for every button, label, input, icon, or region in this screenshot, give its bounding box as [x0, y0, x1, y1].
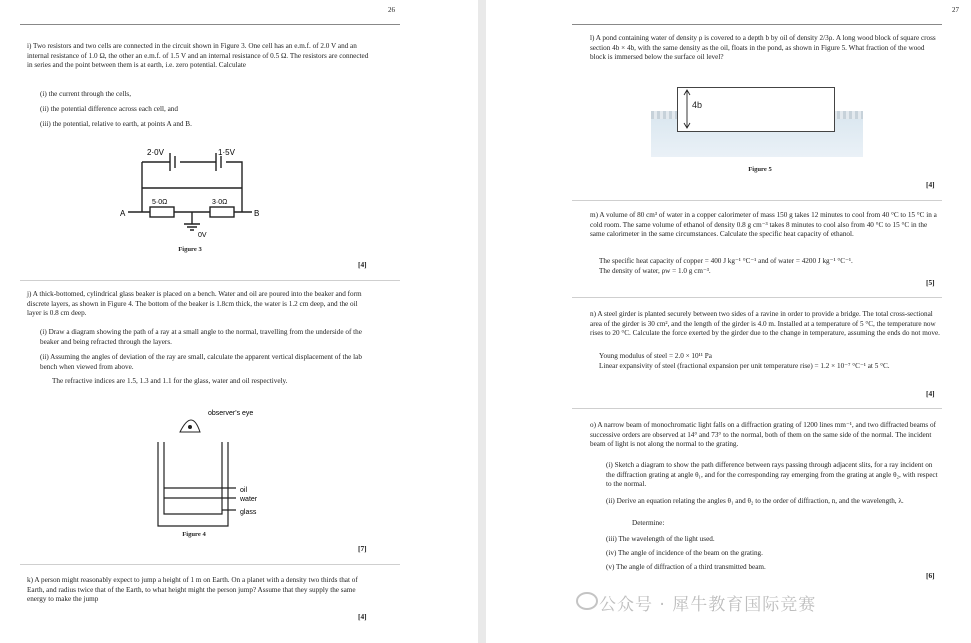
wechat-icon: [576, 592, 598, 610]
label-ground: 0V: [198, 232, 207, 239]
header-rule: [572, 24, 942, 25]
watermark: 公众号 · 犀牛教育国际竞赛: [599, 595, 817, 615]
question-j-marks: [7]: [358, 544, 367, 553]
question-m-marks: [5]: [926, 278, 935, 287]
question-o-part-1: (i) Sketch a diagram to show the path difference between rays passing through adjacent slits, for a ray incident on the diffraction grating at angle θ₁, and for the corresponding ray emerging from the grating at angle θ₂, with respect to the normal.: [606, 461, 938, 489]
right-page: [486, 0, 971, 643]
question-n-marks: [4]: [926, 389, 935, 398]
divider: [572, 200, 942, 201]
figure-4-beaker: [150, 404, 280, 534]
question-m-text: m) A volume of 80 cm³ of water in a copper calorimeter of mass 150 g takes 12 minutes to cool from 40 °C to 15 °C in a cold room. The same volume of ethanol of density 0.8 g cm⁻³ takes 8 minutes to cool also from 40 °C to 15 °C in the same calorimeter in the same circumstances. Calculate the specific heat capacity of ethanol.: [590, 211, 937, 239]
left-page: [0, 0, 478, 643]
question-o-text: o) A narrow beam of monochromatic light falls on a diffraction grating of 1200 lines mm⁻¹, and two diffracted beams of successive orders are observed at 14° and 73° to the normal, both of them on the same side of the normal. The incident beam of light is not along the normal to the grating.: [590, 421, 937, 449]
question-o-part-2: (ii) Derive an equation relating the angles θ₁ and θ₂ to the order of diffraction, n, and the wavelength, λ.: [606, 497, 904, 505]
question-o-part-4: (iv) The angle of incidence of the beam on the grating.: [606, 549, 763, 557]
question-o-part-3: (iii) The wavelength of the light used.: [606, 535, 715, 543]
question-j-text: j) A thick-bottomed, cylindrical glass beaker is placed on a bench. Water and oil are poured into the beaker and form discrete layers, as shown in Figure 4. The bottom of the beaker is 1.8cm thick, the water is 1.2 cm deep, and the oil layer is 0.8 cm deep.: [27, 290, 362, 318]
page-number: 26: [388, 6, 395, 14]
page-number: 27: [952, 6, 959, 14]
label-resistor-1: 5·0Ω: [152, 199, 168, 206]
question-k-marks: [4]: [358, 612, 367, 621]
label-glass: glass: [240, 509, 257, 516]
label-4b: 4b: [692, 100, 703, 110]
question-n-line-2: Young modulus of steel = 2.0 × 10¹¹ Pa: [599, 352, 712, 360]
divider: [20, 564, 400, 565]
question-i-marks: [4]: [358, 260, 367, 269]
label-observer-eye: observer's eye: [208, 410, 254, 417]
question-i-part-2: (ii) the potential difference across each cell, and: [40, 105, 178, 113]
question-m-line-3: The density of water, ρw = 1.0 g cm⁻³.: [599, 267, 711, 275]
figure-5-caption: Figure 5: [748, 166, 772, 173]
divider: [572, 297, 942, 298]
question-n-text: n) A steel girder is planted securely between two sides of a ravine in order to provide a bridge. The total cross-sectional area of the girder is 30 cm², and the length of the girder is 4.0 m. Installed at a temperature of 5 °C, the temperature now rises to 20 °C. Calculate the force exerted by the girder due to the change in temperature, assuming the ends do not move.: [590, 310, 940, 338]
question-i-text: i) Two resistors and two cells are connected in the circuit shown in Figure 3. One cell has an e.m.f. of 2.0 V and an internal resistance of 1.0 Ω, the other an e.m.f. of 1.5 V and an internal resistance of 0.5 Ω. The resistors are connected in series and the point between them is at earth, i.e. zero potential. Calculate: [27, 42, 369, 70]
question-n-line-3: Linear expansivity of steel (fractional expansion per unit temperature rise) = 1.2 × 10⁻⁷ °C⁻¹ at 5 °C.: [599, 362, 890, 370]
divider: [572, 408, 942, 409]
question-l-text: l) A pond containing water of density ρ is covered to a depth b by oil of density 2/3ρ. A long wood block of square cross section 4b × 4b, with the same density as the oil, floats in the pond, as shown in Figure 5. What fraction of the wood block is immersed below the surface oil level?: [590, 34, 936, 62]
label-oil: oil: [240, 487, 248, 494]
label-point-b: B: [254, 209, 260, 218]
question-o-part-5: (v) The angle of diffraction of a third transmitted beam.: [606, 563, 766, 571]
question-i-part-3: (iii) the potential, relative to earth, at points A and B.: [40, 120, 192, 128]
header-rule: [20, 24, 400, 25]
question-j-part-2: (ii) Assuming the angles of deviation of the ray are small, calculate the apparent vertical displacement of the lab bench when viewed from above.: [40, 353, 362, 371]
label-point-a: A: [120, 209, 126, 218]
question-l-marks: [4]: [926, 180, 935, 189]
label-resistor-2: 3·0Ω: [212, 199, 228, 206]
label-water: water: [240, 496, 258, 503]
question-o-determine: Determine:: [632, 519, 665, 527]
label-emf-1: 2·0V: [147, 148, 164, 157]
question-o-marks: [6]: [926, 571, 935, 580]
divider: [20, 280, 400, 281]
figure-4-caption: Figure 4: [182, 531, 206, 538]
question-m-line-2: The specific heat capacity of copper = 400 J kg⁻¹ °C⁻¹ and of water = 4200 J kg⁻¹ °C⁻¹.: [599, 257, 853, 265]
label-emf-2: 1·5V: [218, 148, 235, 157]
question-j-note: The refractive indices are 1.5, 1.3 and 1.1 for the glass, water and oil respectively.: [52, 377, 288, 385]
question-k-text: k) A person might reasonably expect to jump a height of 1 m on Earth. On a planet with a density two thirds that of Earth, and radius twice that of the Earth, to what height might the person jump? Assume that they supply the same energy to make the jump: [27, 576, 358, 604]
question-i-part-1: (i) the current through the cells,: [40, 90, 132, 98]
figure-3-caption: Figure 3: [178, 246, 202, 253]
figure-3-circuit: [120, 140, 270, 242]
question-j-part-1: (i) Draw a diagram showing the path of a ray at a small angle to the normal, travelling from the underside of the beaker and being refracted through the layers.: [40, 328, 362, 346]
